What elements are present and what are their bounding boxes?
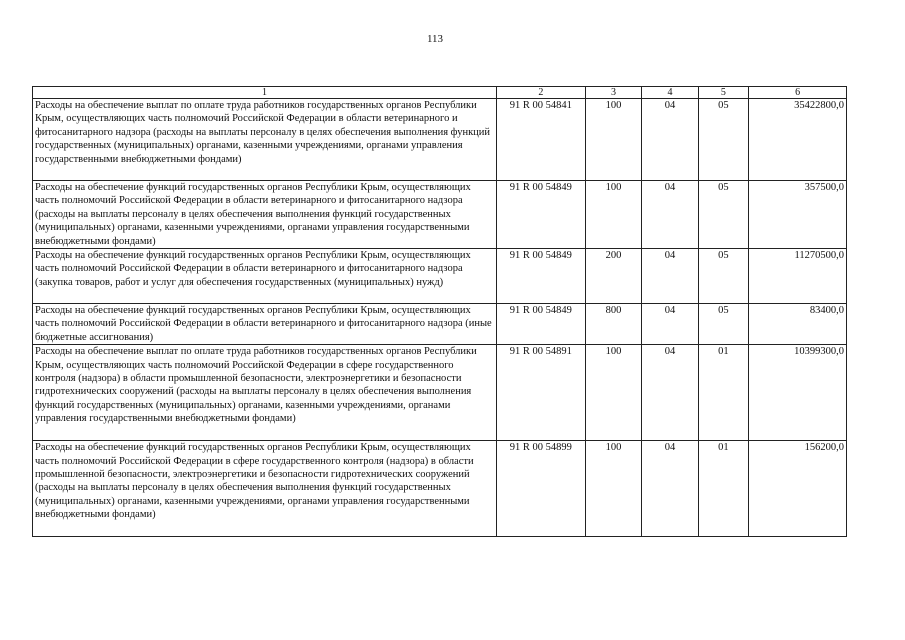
row-description: Расходы на обеспечение выплат по оплате труда работников государственных органов Республики Крым, осуществляющих часть полномочий Российской Федерации в сфере государственного контроля (надзора) в области промышленной безопасности, электроэнергетики и безопасности гидротехнических сооружений (расходы на выплаты персоналу в целях обеспечения выполнения функций государственных (муниципальных) органами, казенными учреждениями, органами управления государственными внебюджетными фондами): [33, 345, 497, 441]
row-target-code: 91 R 00 54849: [496, 181, 585, 249]
header-col-6: 6: [749, 87, 847, 99]
table-header-row: [33, 87, 847, 99]
header-col-3: 3: [585, 87, 641, 99]
row-subsection: 05: [698, 249, 748, 304]
row-amount: 35422800,0: [749, 99, 847, 181]
header-col-2: 2: [496, 87, 585, 99]
row-target-code: 91 R 00 54891: [496, 345, 585, 441]
row-expense-type: 100: [585, 441, 641, 537]
row-section: 04: [642, 181, 698, 249]
row-description: Расходы на обеспечение функций государственных органов Республики Крым, осуществляющих часть полномочий Российской Федерации в области ветеринарного и фитосанитарного надзора (иные бюджетные ассигнования): [33, 304, 497, 345]
header-col-1: 1: [33, 87, 497, 99]
row-expense-type: 800: [585, 304, 641, 345]
row-section: 04: [642, 304, 698, 345]
row-expense-type: 200: [585, 249, 641, 304]
row-amount: 10399300,0: [749, 345, 847, 441]
table-row: [33, 249, 847, 304]
header-col-4: 4: [642, 87, 698, 99]
table-row: [33, 441, 847, 537]
table-row: [33, 304, 847, 345]
row-amount: 11270500,0: [749, 249, 847, 304]
row-target-code: 91 R 00 54841: [496, 99, 585, 181]
table-row: [33, 181, 847, 249]
row-section: 04: [642, 345, 698, 441]
table-row: [33, 99, 847, 181]
row-description: Расходы на обеспечение функций государственных органов Республики Крым, осуществляющих часть полномочий Российской Федерации в области ветеринарного и фитосанитарного надзора (расходы на выплаты персоналу в целях обеспечения выполнения функций государственных (муниципальных) органами, казенными учреждениями, органами управления государственными внебюджетными фондами): [33, 181, 497, 249]
row-description: Расходы на обеспечение функций государственных органов Республики Крым, осуществляющих часть полномочий Российской Федерации в сфере государственного контроля (надзора) в области промышленной безопасности, электроэнергетики и безопасности гидротехнических сооружений (расходы на выплаты персоналу в целях обеспечения выполнения функций государственных (муниципальных) органами, казенными учреждениями, органами управления государственными внебюджетными фондами): [33, 441, 497, 537]
row-target-code: 91 R 00 54899: [496, 441, 585, 537]
row-description: Расходы на обеспечение выплат по оплате труда работников государственных органов Республики Крым, осуществляющих часть полномочий Российской Федерации в области ветеринарного и фитосанитарного надзора (расходы на выплаты персоналу в целях обеспечения выполнения функций государственных (муниципальных) органами, казенными учреждениями, органами управления государственными внебюджетными фондами): [33, 99, 497, 181]
row-subsection: 01: [698, 345, 748, 441]
row-subsection: 05: [698, 99, 748, 181]
budget-table: [32, 86, 847, 537]
row-subsection: 05: [698, 304, 748, 345]
row-amount: 156200,0: [749, 441, 847, 537]
row-target-code: 91 R 00 54849: [496, 304, 585, 345]
row-section: 04: [642, 441, 698, 537]
row-subsection: 05: [698, 181, 748, 249]
row-expense-type: 100: [585, 345, 641, 441]
row-section: 04: [642, 249, 698, 304]
row-expense-type: 100: [585, 181, 641, 249]
row-amount: 83400,0: [749, 304, 847, 345]
row-target-code: 91 R 00 54849: [496, 249, 585, 304]
page-number: 113: [426, 33, 444, 45]
row-section: 04: [642, 99, 698, 181]
table-row: [33, 345, 847, 441]
row-expense-type: 100: [585, 99, 641, 181]
header-col-5: 5: [698, 87, 748, 99]
row-subsection: 01: [698, 441, 748, 537]
row-amount: 357500,0: [749, 181, 847, 249]
row-description: Расходы на обеспечение функций государственных органов Республики Крым, осуществляющих часть полномочий Российской Федерации в области ветеринарного и фитосанитарного надзора (закупка товаров, работ и услуг для обеспечения государственных (муниципальных) нужд): [33, 249, 497, 304]
